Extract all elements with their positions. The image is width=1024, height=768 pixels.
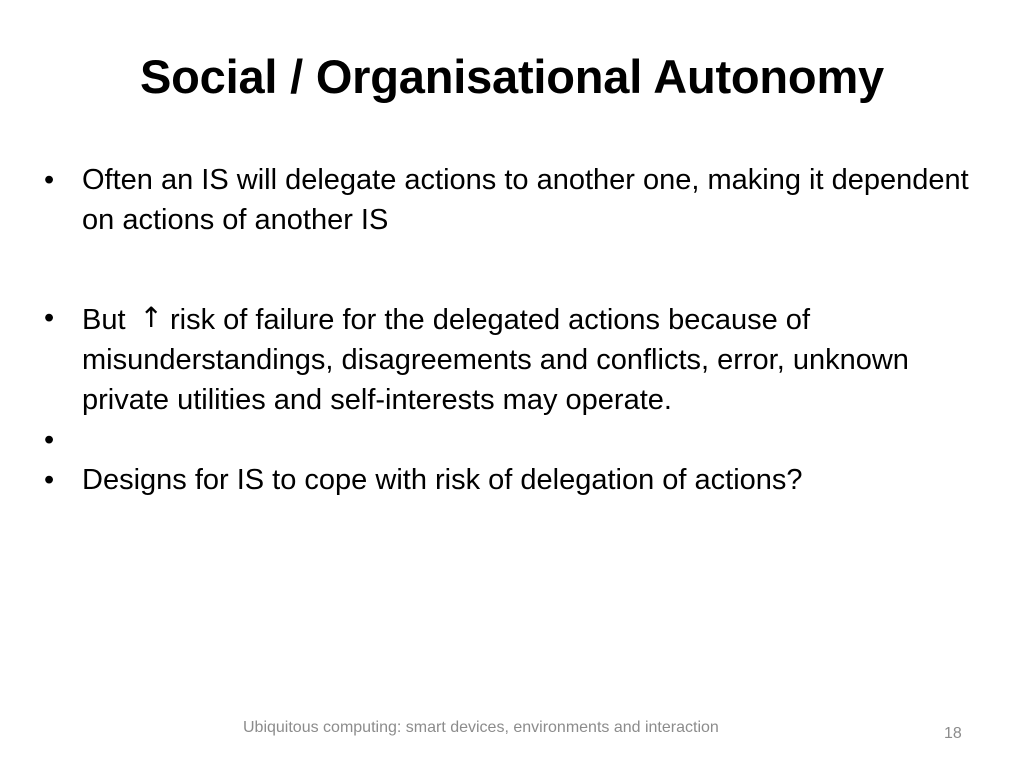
bullet-marker: • xyxy=(44,302,55,334)
bullet-item-2 xyxy=(44,298,974,420)
bullet-item-4 xyxy=(44,460,974,500)
footer-text: Ubiquitous computing: smart devices, environments and interaction xyxy=(243,719,719,736)
up-arrow-icon: ↑ xyxy=(139,301,163,334)
bullet-text xyxy=(82,424,90,456)
bullet-text: Designs for IS to cope with risk of delegation of actions? xyxy=(82,464,803,496)
bullet-marker: • xyxy=(44,464,55,496)
bullet-item-1 xyxy=(44,160,974,240)
bullet-list xyxy=(44,160,974,500)
bullet-item-3-empty xyxy=(44,420,974,460)
bullet-text: Often an IS will delegate actions to another one, making it dependent on actions of another IS xyxy=(82,164,969,236)
bullet-text: risk of failure for the delegated actions because of misunderstandings, disagreements and conflicts, error, unknown private utilities and self-interests may operate. xyxy=(82,304,909,416)
bullet-marker: • xyxy=(44,164,55,196)
slide-title: Social / Organisational Autonomy xyxy=(140,50,884,103)
bullet-marker: • xyxy=(44,424,55,456)
bullet-prefix: But xyxy=(82,304,126,336)
page-number: 18 xyxy=(944,725,962,742)
